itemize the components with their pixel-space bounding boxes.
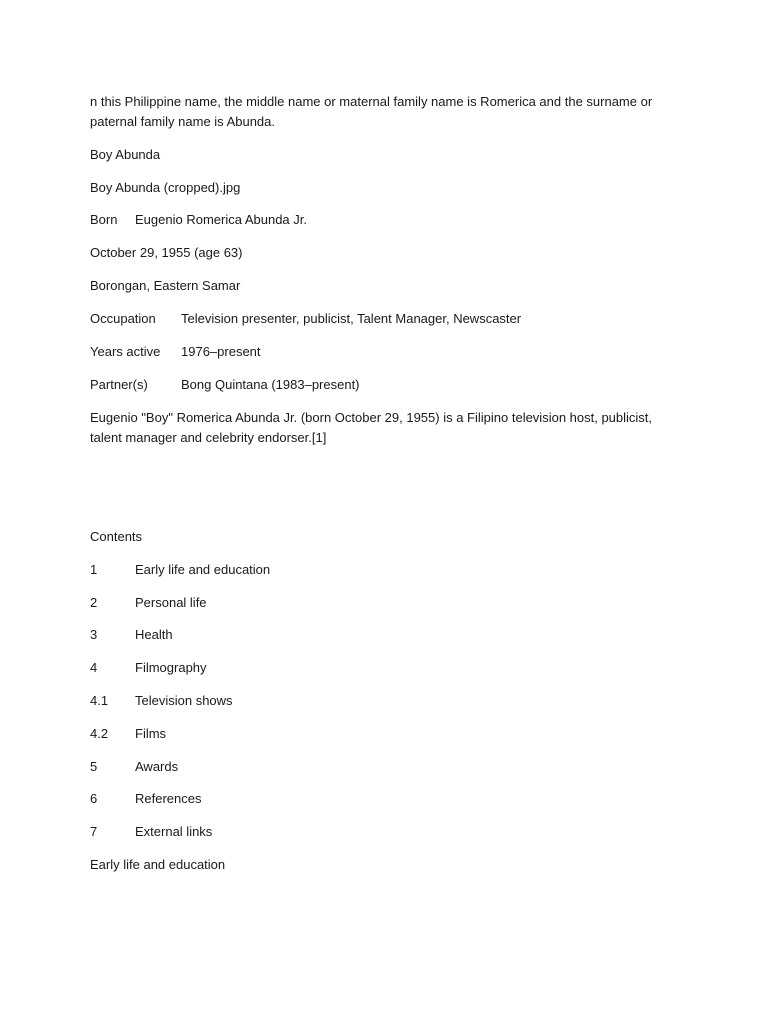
contents-item-title: Television shows bbox=[135, 693, 233, 708]
contents-item bbox=[90, 822, 690, 842]
contents-item-title: Early life and education bbox=[135, 562, 271, 577]
contents-item bbox=[90, 625, 690, 645]
image-caption: Boy Abunda (cropped).jpg bbox=[90, 180, 241, 195]
contents-item-number: 3 bbox=[90, 627, 98, 642]
contents-item-number: 7 bbox=[90, 824, 98, 839]
contents-item bbox=[90, 789, 690, 809]
contents-item-title: External links bbox=[135, 824, 213, 839]
contents-item-title: Filmography bbox=[135, 660, 207, 675]
contents-item-number: 4.2 bbox=[90, 726, 109, 741]
contents-item-title: Health bbox=[135, 627, 173, 642]
contents-item-number: 4.1 bbox=[90, 693, 109, 708]
occupation-row bbox=[90, 309, 690, 329]
birth-place: Borongan, Eastern Samar bbox=[90, 278, 241, 293]
contents-item-title: Awards bbox=[135, 759, 179, 774]
contents-item-number: 4 bbox=[90, 660, 98, 675]
years-active-label: Years active bbox=[90, 344, 161, 359]
born-row bbox=[90, 210, 690, 230]
contents-item-number: 5 bbox=[90, 759, 98, 774]
contents-item bbox=[90, 658, 690, 678]
summary-paragraph: Eugenio "Boy" Romerica Abunda Jr. (born October 29, 1955) is a Filipino television host, publicist, talent manager and celebrity endorser.[1] bbox=[90, 410, 653, 445]
contents-item bbox=[90, 757, 690, 777]
contents-item-number: 6 bbox=[90, 791, 98, 806]
partner-label: Partner(s) bbox=[90, 377, 148, 392]
contents-item bbox=[90, 560, 690, 580]
occupation-value: Television presenter, publicist, Talent Manager, Newscaster bbox=[181, 311, 522, 326]
section-heading: Early life and education bbox=[90, 857, 226, 872]
contents-item bbox=[90, 724, 690, 744]
contents-item bbox=[90, 691, 690, 711]
partner-value: Bong Quintana (1983–present) bbox=[181, 377, 360, 392]
born-value: Eugenio Romerica Abunda Jr. bbox=[135, 212, 307, 227]
partner-row bbox=[90, 375, 690, 395]
person-name: Boy Abunda bbox=[90, 147, 161, 162]
years-active-value: 1976–present bbox=[181, 344, 261, 359]
born-label: Born bbox=[90, 212, 118, 227]
contents-heading: Contents bbox=[90, 529, 143, 544]
occupation-label: Occupation bbox=[90, 311, 156, 326]
contents-item-number: 2 bbox=[90, 595, 98, 610]
contents-item-title: References bbox=[135, 791, 202, 806]
contents-item-title: Personal life bbox=[135, 595, 207, 610]
intro-paragraph: n this Philippine name, the middle name or maternal family name is Romerica and the surname or paternal family name is Abunda. bbox=[90, 94, 653, 129]
contents-item-number: 1 bbox=[90, 562, 98, 577]
years-active-row bbox=[90, 342, 690, 362]
contents-item bbox=[90, 593, 690, 613]
birth-date: October 29, 1955 (age 63) bbox=[90, 245, 243, 260]
contents-item-title: Films bbox=[135, 726, 167, 741]
